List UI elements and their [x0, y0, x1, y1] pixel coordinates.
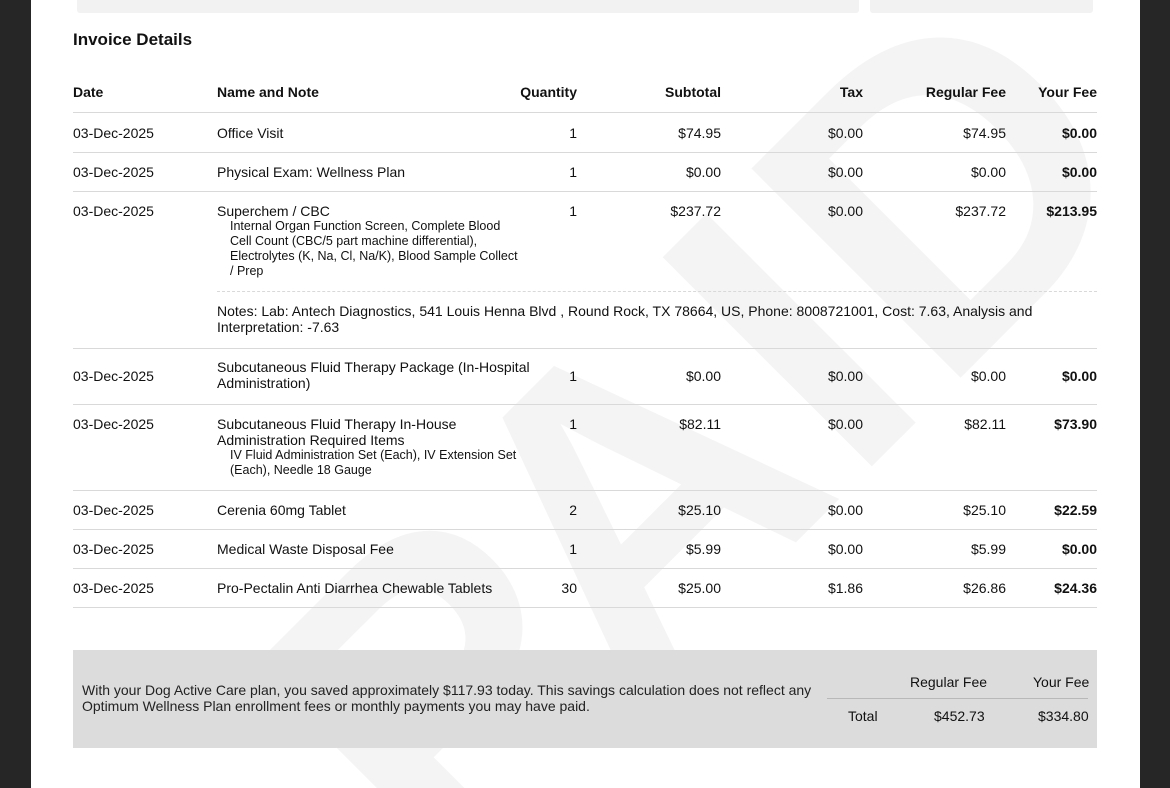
row-date: 03-Dec-2025 — [73, 541, 154, 557]
row-quantity: 1 — [569, 541, 577, 557]
row-subtotal: $237.72 — [670, 203, 721, 219]
row-detail: IV Fluid Administration Set (Each), IV Extension Set (Each), Needle 18 Gauge — [230, 448, 517, 477]
row-quantity: 1 — [569, 203, 577, 219]
row-quantity: 30 — [561, 580, 577, 596]
row-your-fee: $0.00 — [1061, 541, 1097, 557]
row-subtotal: $5.99 — [685, 541, 721, 557]
row-quantity: 1 — [569, 368, 577, 384]
row-regular-fee: $25.10 — [963, 502, 1006, 518]
row-your-fee: $24.36 — [1054, 580, 1097, 596]
row-name-block — [217, 203, 537, 279]
table-row — [73, 113, 1097, 153]
row-date: 03-Dec-2025 — [73, 164, 154, 180]
top-info-box-left — [77, 0, 859, 13]
row-regular-fee: $74.95 — [963, 125, 1006, 141]
row-name: Superchem / CBC — [217, 203, 330, 219]
row-subtotal: $0.00 — [685, 368, 721, 384]
row-regular-fee: $237.72 — [955, 203, 1006, 219]
row-tax: $0.00 — [827, 416, 863, 432]
row-your-fee: $0.00 — [1061, 368, 1097, 384]
summary-your-fee-label: Your Fee — [1033, 674, 1090, 690]
row-name: Office Visit — [217, 125, 284, 141]
col-header-quantity: Quantity — [520, 84, 577, 100]
col-header-subtotal: Subtotal — [665, 84, 721, 100]
row-quantity: 1 — [569, 416, 577, 432]
row-your-fee: $22.59 — [1054, 502, 1097, 518]
invoice-page — [31, 0, 1140, 788]
row-date: 03-Dec-2025 — [73, 416, 154, 432]
row-name: Medical Waste Disposal Fee — [217, 541, 394, 557]
summary-regular-fee-label: Regular Fee — [910, 674, 988, 690]
row-regular-fee: $26.86 — [963, 580, 1006, 596]
row-subtotal: $25.00 — [678, 580, 721, 596]
row-tax: $0.00 — [827, 368, 863, 384]
notes-divider — [217, 291, 1097, 292]
savings-message: With your Dog Active Care plan, you saved approximately $117.93 today. This savings calculation does not reflect any Optimum Wellness Plan enrollment fees or monthly payments you may have paid. — [82, 682, 812, 714]
invoice-details-heading: Invoice Details — [73, 30, 193, 49]
row-tax: $0.00 — [827, 125, 863, 141]
table-row — [73, 569, 1097, 608]
row-subtotal: $82.11 — [679, 416, 721, 432]
col-header-tax: Tax — [839, 84, 863, 100]
col-header-name: Name and Note — [217, 84, 319, 100]
table-row — [73, 192, 1097, 349]
row-name: Physical Exam: Wellness Plan — [217, 164, 406, 180]
row-your-fee: $0.00 — [1061, 164, 1097, 180]
row-date: 03-Dec-2025 — [73, 580, 154, 596]
row-date: 03-Dec-2025 — [73, 203, 154, 219]
row-regular-fee: $5.99 — [970, 541, 1006, 557]
row-regular-fee: $82.11 — [964, 416, 1006, 432]
col-header-date: Date — [73, 84, 104, 100]
row-subtotal: $0.00 — [685, 164, 721, 180]
table-row — [73, 530, 1097, 569]
row-tax: $0.00 — [827, 502, 863, 518]
row-your-fee: $213.95 — [1046, 203, 1097, 219]
savings-summary — [73, 650, 1097, 748]
table-row — [73, 349, 1097, 405]
row-name: Cerenia 60mg Tablet — [217, 502, 346, 518]
col-header-regular-fee: Regular Fee — [925, 84, 1006, 100]
summary-total-regular: $452.73 — [934, 708, 985, 724]
row-name-block — [217, 416, 517, 478]
row-detail: Internal Organ Function Screen, Complete Blood Cell Count (CBC/5 part machine differential), Electrolytes (K, Na, Cl, Na/K), Blood Sample Collect / Prep — [230, 219, 518, 278]
row-regular-fee: $0.00 — [970, 164, 1006, 180]
top-info-box-right — [870, 0, 1093, 13]
row-quantity: 2 — [569, 502, 577, 518]
summary-total-label: Total — [848, 708, 878, 724]
row-name: Pro-Pectalin Anti Diarrhea Chewable Tablets — [217, 580, 493, 596]
row-quantity: 1 — [569, 164, 577, 180]
row-date: 03-Dec-2025 — [73, 502, 154, 518]
row-regular-fee: $0.00 — [970, 368, 1006, 384]
row-your-fee: $0.00 — [1061, 125, 1097, 141]
summary-total-your: $334.80 — [1038, 708, 1089, 724]
row-name: Subcutaneous Fluid Therapy Package (In-Hospital Administration) — [217, 359, 530, 391]
row-date: 03-Dec-2025 — [73, 368, 154, 384]
row-tax: $0.00 — [827, 541, 863, 557]
row-subtotal: $74.95 — [678, 125, 721, 141]
row-date: 03-Dec-2025 — [73, 125, 154, 141]
row-quantity: 1 — [569, 125, 577, 141]
row-your-fee: $73.90 — [1054, 416, 1097, 432]
col-header-your-fee: Your Fee — [1038, 84, 1097, 100]
summary-divider — [827, 698, 1088, 699]
row-tax: $0.00 — [827, 164, 863, 180]
table-row — [73, 491, 1097, 530]
row-tax: $0.00 — [827, 203, 863, 219]
row-tax: $1.86 — [827, 580, 863, 596]
table-row — [73, 405, 1097, 491]
row-name: Subcutaneous Fluid Therapy In-House Administration Required Items — [217, 416, 457, 448]
row-notes: Notes: Lab: Antech Diagnostics, 541 Louis Henna Blvd , Round Rock, TX 78664, US, Phone: 8008721001, Cost: 7.63, Analysis and Interpretation: -7.63 — [217, 303, 1033, 335]
table-row — [73, 153, 1097, 192]
row-subtotal: $25.10 — [678, 502, 721, 518]
